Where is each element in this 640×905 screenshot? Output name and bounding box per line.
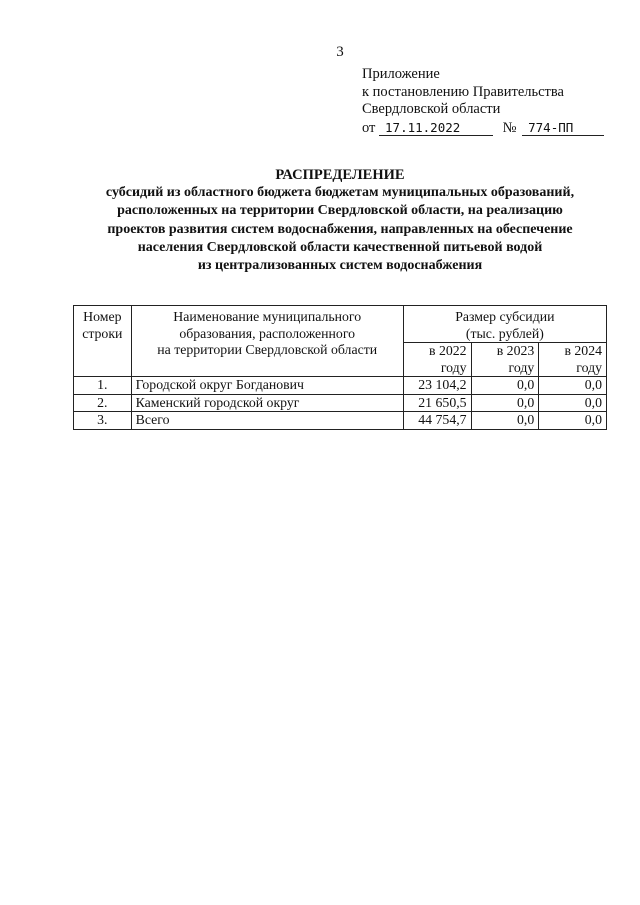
header-year-2023: в 2023 году [471, 343, 539, 377]
subsidies-table [73, 305, 607, 430]
header-row-number: Номер строки [74, 306, 132, 377]
value-2024: 0,0 [539, 412, 607, 430]
appendix-line-1: Приложение [362, 66, 440, 82]
table-row [74, 394, 607, 412]
decree-reference [362, 120, 604, 138]
value-2024: 0,0 [539, 394, 607, 412]
document-title [60, 166, 620, 275]
row-number: 2. [74, 394, 132, 412]
value-2023: 0,0 [471, 412, 539, 430]
decree-date: 17.11.2022 [379, 121, 493, 136]
row-number: 3. [74, 412, 132, 430]
municipality-name: Всего [131, 412, 403, 430]
title-heading: РАСПРЕДЕЛЕНИЕ [275, 167, 405, 183]
table-row [74, 377, 607, 395]
title-line: из централизованных систем водоснабжения [197, 258, 483, 274]
title-line: проектов развития систем водоснабжения, направленных на обеспечение [107, 221, 573, 237]
header-subsidy-size: Размер субсидии (тыс. рублей) [403, 306, 606, 343]
value-2022: 23 104,2 [403, 377, 471, 395]
municipality-name: Городской округ Богданович [131, 377, 403, 395]
appendix-line-2: к постановлению Правительства [362, 83, 564, 100]
value-2022: 21 650,5 [403, 394, 471, 412]
value-2024: 0,0 [539, 377, 607, 395]
title-line: населения Свердловской области качественной питьевой водой [137, 239, 543, 255]
row-number: 1. [74, 377, 132, 395]
table-row-total [74, 412, 607, 430]
appendix-line-3: Свердловской области [362, 101, 501, 117]
table-header-row [74, 306, 607, 343]
title-line: субсидий из областного бюджета бюджетам муниципальных образований, [105, 185, 575, 201]
value-2022: 44 754,7 [403, 412, 471, 430]
date-prefix: от [362, 119, 376, 136]
page-number: 3 [336, 44, 344, 60]
title-line: расположенных на территории Свердловской области, на реализацию [117, 203, 563, 219]
municipality-name: Каменский городской округ [131, 394, 403, 412]
header-year-2024: в 2024 году [539, 343, 607, 377]
header-year-2022: в 2022 году [403, 343, 471, 377]
value-2023: 0,0 [471, 394, 539, 412]
value-2023: 0,0 [471, 377, 539, 395]
number-sign: № [502, 119, 517, 136]
decree-number: 774-ПП [522, 121, 604, 136]
appendix-block [362, 66, 604, 137]
header-municipality: Наименование муниципального образования, расположенного на территории Свердловской области [131, 306, 403, 377]
